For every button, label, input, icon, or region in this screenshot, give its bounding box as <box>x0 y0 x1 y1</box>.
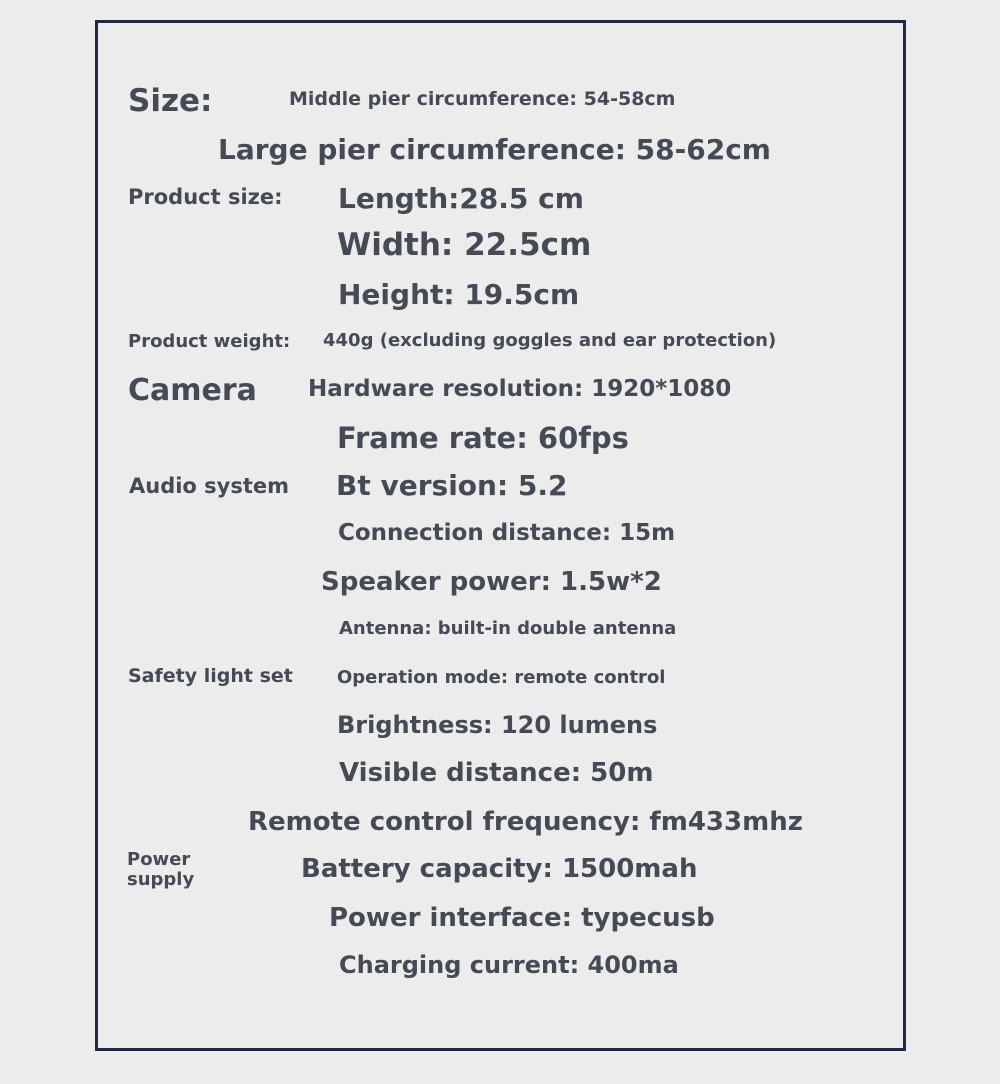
product-weight-heading: Product weight: <box>128 331 291 352</box>
product-size-heading: Product size: <box>128 185 283 209</box>
camera-heading: Camera <box>128 373 257 408</box>
power-supply-heading-line2: supply <box>127 869 195 890</box>
product-width: Width: 22.5cm <box>337 227 592 263</box>
visible-distance: Visible distance: 50m <box>339 758 654 788</box>
frame-rate: Frame rate: 60fps <box>337 421 629 455</box>
speaker-power: Speaker power: 1.5w*2 <box>321 567 662 597</box>
product-length: Length:28.5 cm <box>338 182 584 215</box>
middle-pier-circumference: Middle pier circumference: 54-58cm <box>289 88 676 110</box>
size-heading: Size: <box>128 83 213 119</box>
brightness: Brightness: 120 lumens <box>337 711 658 739</box>
large-pier-circumference: Large pier circumference: 58-62cm <box>218 133 771 166</box>
bt-version: Bt version: 5.2 <box>336 469 568 502</box>
product-weight-value: 440g (excluding goggles and ear protection) <box>323 330 777 351</box>
power-interface: Power interface: typecusb <box>329 903 715 933</box>
antenna: Antenna: built-in double antenna <box>339 618 677 639</box>
charging-current: Charging current: 400ma <box>339 951 679 979</box>
operation-mode: Operation mode: remote control <box>337 667 666 688</box>
audio-system-heading: Audio system <box>129 474 290 498</box>
remote-control-frequency: Remote control frequency: fm433mhz <box>248 807 803 837</box>
safety-light-set-heading: Safety light set <box>128 665 293 687</box>
product-height: Height: 19.5cm <box>338 278 580 311</box>
power-supply-heading-line1: Power <box>127 849 191 870</box>
power-supply-heading <box>127 850 194 890</box>
hardware-resolution: Hardware resolution: 1920*1080 <box>308 376 732 402</box>
battery-capacity: Battery capacity: 1500mah <box>301 854 698 884</box>
connection-distance: Connection distance: 15m <box>338 520 676 546</box>
